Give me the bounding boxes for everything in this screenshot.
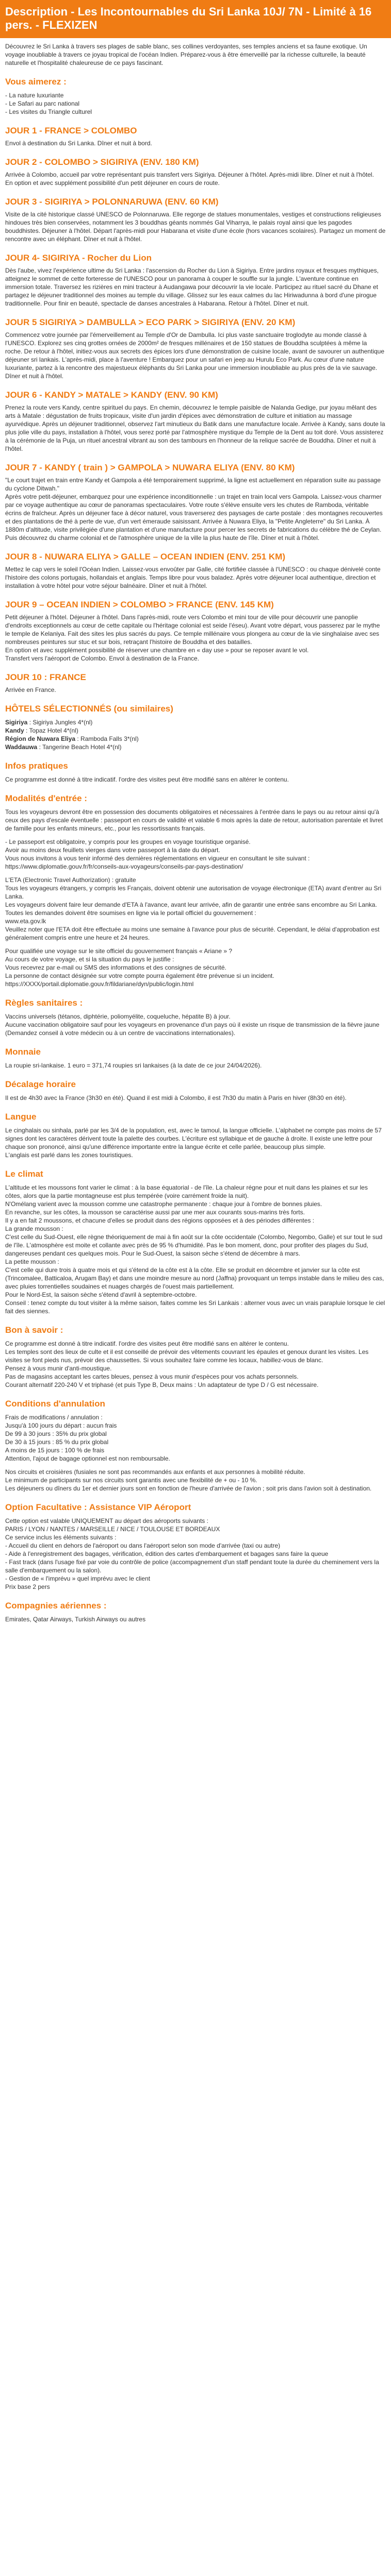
day-text: "Le court trajet en train entre Kandy et Gampola a été temporairement supprimé, la ligne est actuellement en réparation suite au passage du cyclone Ditwah." Après votre petit-déjeuner, embarquez pour une expérience inconditionnelle : un trajet en train local vers Gampola. Laissez-vous charmer par ce voyage authentique au cœur de panoramas spectaculaires. Votre route s'élève ensuite vers les chutes de Ramboda, véritable écrins de fraîcheur. Après un déjeuner face à décor naturel, vous traverserez des paysages de carte postale : des montagnes recouvertes et des plantations de thé à perte de vue, d'un vert émeraude saisissant. Arrivée à Nuwara Eliya, la "Petite Angleterre" du Sri Lanka. À 1880m d'altitude, visite privilégiée d'une plantation et d'une manufacture pour percer les secrets de fabrications du célèbre thé de Ceylan. Puis découvrez du charme colonial et de l'atmosphère unique de la ville la plus haute de l'île. Dîner et nuit à l'hôtel. [5,477,383,541]
hotel-name: : Topaz Hotel 4*(nl) [24,727,78,734]
day-title: JOUR 6 - KANDY > MATALE > KANDY (ENV. 90 KM) [5,390,218,400]
day-title: JOUR 5 SIGIRIYA > DAMBULLA > ECO PARK > SIGIRIYA (ENV. 20 KM) [5,317,296,327]
highlight-item: - Le Safari au parc national [5,100,80,107]
hotel-name: : Tangerine Beach Hotel 4*(nl) [37,743,122,751]
day-text: Arrivée en France. [5,686,56,693]
hotels-title: HÔTELS SÉLECTIONNÉS (ou similaires) [5,704,173,714]
currency-text: La roupie sri-lankaise. 1 euro = 371,74 roupies sri lankaises (à la date de ce jour 24/04/2026). [5,1062,262,1069]
day-title: JOUR 9 – OCEAN INDIEN > COLOMBO > FRANCE (ENV. 145 KM) [5,600,274,609]
entry-title: Modalités d'entrée : [5,793,87,803]
day-title: JOUR 10 : FRANCE [5,672,86,682]
timezone-text: Il est de 4h30 avec la France (3h30 en été). Quand il est midi à Colombo, il est 7h30 du matin à Paris en hiver (8h30 en été). [5,1094,347,1101]
itinerary [5,125,386,694]
hotel-item [5,718,386,726]
day-title: JOUR 1 - FRANCE > COLOMBO [5,126,137,135]
entry-text: - Le passeport est obligatoire, y compris pour les groupes en voyage touristique organisé. Avoir au moins deux feuillets vierges dans votre passeport à la date du départ. Vous nous invitons à vous tenir informé des dernières réglementations en vigueur en consultant le site suivant : https://www.diplomatie.gouv.fr/fr/conseils-aux-voyageurs/conseils-par-pays-destination/ [5,838,310,870]
eta-text: L'ETA (Electronic Travel Authorization) : gratuite Tous les voyageurs étrangers, y compris les Français, doivent obtenir une autorisation de voyage électronique (ETA) avant d'entrer au Sri Lanka. Les voyageurs doivent faire leur demande d'ETA à l'avance, avant leur arrivée, afin de garantir une entrée sans encombre au Sri Lanka. Toutes les demandes doivent être soumises en ligne via le portail officiel du gouvernement : www.eta.gov.lk Veuillez noter que l'ETA doit être effectuée au moins une semaine à l'avance pour plus de sécurité. Cependant, le délai d'approbation est généralement compris entre une heure et 24 heures. [5,876,382,941]
hotel-location: Kandy [5,727,24,734]
practical-text: Ce programme est donné à titre indicatif. l'ordre des visites peut être modifié sans en altérer le contenu. [5,776,289,783]
airlines-text: Emirates, Qatar Airways, Turkish Airways ou autres [5,1616,146,1623]
highlights-list [5,91,386,116]
health-title: Règles sanitaires : [5,998,83,1008]
practical-title: Infos pratiques [5,761,68,771]
day-title: JOUR 2 - COLOMBO > SIGIRIYA (ENV. 180 KM) [5,157,199,167]
hotel-name: : Rambodа Falls 3*(nl) [75,735,139,742]
day-title: JOUR 8 - NUWARA ELIYA > GALLE – OCEAN INDIEN (ENV. 251 KM) [5,552,285,562]
highlights-title: Vous aimerez : [5,77,67,87]
title-bar [0,0,391,38]
climate-text: L'altitude et les moussons font varier le climat : à la base équatorial - de l'île. La chaleur régne pour et nuit dans les plaines et sur les côtes, alors que la partie montagneuse est plus tempérée (voire carrément froide la nuit). N'Omélang varient avec la mousson comme une catastrophe permanente : chaque jour à l'ombre de bonnes pluies. En revanche, sur les côtes, la mousson se caractérise aussi par une mer aux courants sous-marins très forts. Il y a en fait 2 moussons, et chacune d'elles se produit dans des régions opposées et à des périodes différentes : La grande mousson : C'est celle du Sud-Ouest, elle règne théoriquement de mai à fin août sur la côte occidentale (Colombo, Negombo, Galle) et sur tout le sud de l'île. L'atmosphère est moite et collante avec près de 95 % d'humidité. Pas le bon moment, donc, pour profiter des plages du Sud, dangereuses pendant ces quelques mois. Pour le Sud-Ouest, la saison sèche s'étend de décembre à mars. La petite mousson : C'est celle qui dure trois à quatre mois et qui s'étend de la côte est à la côte. Elle se produit en décembre et janvier sur la côte est (Trincomalee, Batticaloa, Arugam Bay) et dans une moindre mesure au nord (Jaffna) provoquant un temps instable dans le milieu des cas, avec pluies torrentielles soudaines et nuages chargés de l'ouest mais partiellement. Pour le Nord-Est, la saison sèche s'étend d'avril à septembre-octobre. Conseil : tenez compte du tout visiter à la même saison, faites comme les Sri Lankais : alterner vous avec un vrais parapluie lorsque le ciel fait des siennes. [5,1184,385,1315]
vip-title: Option Facultative : Assistance VIP Aéroport [5,1502,191,1512]
language-text: Le cinghalais ou sinhala, parlé par les 3/4 de la population, est, avec le tamoul, la langue officielle. L'alphabet ne compte pas moins de 57 signes dont les caractères dérivent toute la palette des courbes. L'écriture est syllabique et de gauche à droite. Il existe une lettre pour chaque son prononcé, ainsi qu'une différence importante entre la langue écrite et celle parlée, beaucoup plus simple. L'anglais est parlé dans les zones touristiques. [5,1127,382,1159]
hotel-name: : Sigiriya Jungles 4*(nl) [27,719,93,726]
cancellation-title: Conditions d'annulation [5,1399,105,1409]
highlight-item: - Les visites du Triangle culturel [5,108,92,115]
hotel-location: Région de Nuwara Eliya [5,735,76,742]
language-title: Langue [5,1112,37,1122]
hotel-item [5,743,386,751]
cancellation-notes: Nos circuits et croisières (fusiales ne sont pas recommandés aux enfants et aux personnes à mobilité réduite. Le minimum de participants sur nos circuits sont garantis avec une flexibilité de + ou - 10 %. Les déjeuners ou dîners du 1er et dernier jours sont en fonction de l'heure d'arrivée de l'avion ; soit pris dans l'avion soit à destination. [5,1468,372,1492]
highlight-item: - La nature luxuriante [5,92,64,99]
travel-tips-title: Bon à savoir : [5,1325,63,1335]
intro-paragraph: Découvrez le Sri Lanka à travers ses plages de sable blanc, ses collines verdoyantes, ses temples anciens et sa faune exotique. Un voyage inoubliable à travers ce joyau tropical de l'océan Indien. Préparez-vous à être émerveillé par la richesse culturelle, la beauté naturelle et l'hospitalité chaleureuse de ce pays fascinant. [5,43,367,66]
description-content [0,38,391,1623]
travel-tips-text: Ce programme est donné à titre indicatif. l'ordre des visites peut être modifié sans en altérer le contenu. Les temples sont des lieux de culte et il est conseillé de prévoir des vêtements couvrant les épaules et genoux durant les visites. Les visites se font pieds nus, prévoir des chaussettes. Si vous souhaitez faire comme les locaux, habillez-vous de blanc. Pensez à vous munir d'anti-moustique. Pas de magasins acceptant les cartes bleues, pensez à vous munir d'espèces pour vos achats personnels. Courant alternatif 220-240 V et triphasé (et puis Type B, Deux mains : Un adaptateur de type D / G est nécessaire. [5,1340,369,1388]
hotels-list [5,718,386,751]
climate-title: Le climat [5,1169,43,1179]
airlines-title: Compagnies aériennes : [5,1601,107,1611]
day-title: JOUR 7 - KANDY ( train ) > GAMPOLA > NUWARA ELIYA (ENV. 80 KM) [5,463,295,472]
day-text: Commencez votre journée par l'émerveillement au Temple d'Or de Dambulla. Ici plus vaste sanctuaire troglodyte au monde classé à l'UNESCO. Explorez ses cinq grottes ornées de 2000m² de fresques millénaires et de 150 statues de Bouddha sculptées à même la roche. De retour à l'hôtel, initiez-vous aux secrets des épices lors d'une démonstration de cuisine locale, avant de savourer un authentique déjeuner sri lankais. L'après-midi, place à l'aventure ! Embarquez pour un safari en jeep au Hurulu Eco Park. Au cœur d'une nature luxuriante, partez à la rencontre des majestueux éléphants du Sri Lanka pour une immersion inoubliable au plus près de la vie sauvage. Dîner et nuit à l'hôtel. [5,331,385,380]
day-text: Mettez le cap vers le soleil l'Océan Indien. Laissez-vous envoûter par Galle, cité fortifiée classée à l'UNESCO : ou chaque dénivelé conte l'histoire des colons portugais, hollandais et anglais. Temps libre pour vous baladez. Après votre déjeuner local authentique, direction et installation à votre hôtel pour votre séjour balnéaire. Dîner et nuit à l'hôtel. [5,566,381,589]
hotel-location: Sigiriya [5,719,28,726]
day-title: JOUR 3 - SIGIRIYA > POLONNARUWA (ENV. 60 KM) [5,197,219,207]
vip-text: Cette option est valable UNIQUEMENT au départ des aéroports suivants : PARIS / LYON / NANTES / MARSEILLE / NICE / TOULOUSE ET BORDEAUX Ce service inclus les éléments suivants : - Accueil du client en dehors de l'aéroport ou dans l'aéroport selon son mode d'arrivée (taxi ou autre) - Aide à l'enregistrement des bagages, vérification, édition des cartes d'embarquement et bagages sans faire la queue - Fast track (dans l'usage fixé par voie du contrôle de police (accompagnement d'un staff pendant toute la durée du cheminement vers la salle d'embarquement ou la salon). - Gestion de « l'imprévu » quel imprévu avec le client Prix base 2 pers [5,1517,379,1590]
day-text: Dès l'aube, vivez l'expérience ultime du Sri Lanka : l'ascension du Rocher du Lion à Sigiriya. Entre jardins royaux et fresques mythiques, atteignez le sommet de cette forteresse de l'UNESCO pour un panorama à couper le souffle sur la jungle. L'aventure continue en immersion totale. Traversez les rizières en mini tracteur à Audangawa pour découvrir la vie locale. Participez au rituel sacré du Dhane et partagez le déjeuner traditionnel des moines au temple du village. Glissez sur les eaux calmes du lac Hiriwadunna à bord d'une pirogue traditionnelle. Pour finir en beauté, spectacle de danses ancestrales à Habarana. Retour à l'hôtel. Dîner et nuit. [5,267,379,307]
day-title: JOUR 4- SIGIRIYA - Rocher du Lion [5,253,152,263]
cancellation-text: Frais de modifications / annulation : Jusqu'à 100 jours du départ : aucun frais De 99 à 30 jours : 35% du prix global De 30 à 15 jours : 85 % du prix global A moins de 15 jours : 100 % de frais Attention, l'ajout de bagage optionnel est non remboursable. [5,1414,170,1462]
hotel-item [5,726,386,735]
day-text: Envol à destination du Sri Lanka. Dîner et nuit à bord. [5,140,152,147]
day-text: Prenez la route vers Kandy, centre spirituel du pays. En chemin, découvrez le temple paisible de Nalanda Gedige, pur joyau mêlant des arts à Matale : dégustation de fruits tropicaux, visite d'un jardin d'épices avec démonstration de culture et initiation au massage ayurvédique. Après un déjeuner traditionnel, observez l'art minutieux du Batik dans une manufacture locale. Arrivée à Kandy, sans doute la plus jolie ville du pays, installation à l'hôtel, vous serez porté par l'atmosphère mystique du Temple de la Dent au toit doré. Vous assisterez à la cérémonie de la Puja, un rituel ancestral vibrant au son des tambours en l'honneur de la relique sacrée de Bouddha. Dîner et nuit à l'hôtel. [5,404,385,452]
entry-text: Tous les voyageurs devront être en possession des documents obligatoires et nécessaires à l'entrée dans le pays ou au retour ainsi qu'à ceux des pays d'escale éventuelle : passeport en cours de validité et valable 6 mois après la date de retour, autorisation parentale et livret de famille pour les enfants mineurs, etc., pour les ressortissants français. [5,808,383,832]
timezone-title: Décalage horaire [5,1079,76,1089]
hotel-item [5,735,386,743]
day-text: Arrivée à Colombo, accueil par votre représentant puis transfert vers Sigiriya. Déjeuner à l'hôtel. Après-midi libre. Dîner et nuit à l'hôtel. En option et avec supplément possibilité d'un petit déjeuner en cours de route. [5,171,374,187]
currency-title: Monnaie [5,1047,41,1057]
health-text: Vaccins universels (tétanos, diphtérie, poliomyélite, coqueluche, hépatite B) à jour. Aucune vaccination obligatoire sauf pour les voyageurs en provenance d'un pays où il existe un risque de transmission de la fièvre jaune (Demandez conseil à votre médecin ou à un centre de vaccinations internationales). [5,1013,380,1037]
page-title: Description - Les Incontournables du Sri Lanka 10J/ 7N - Limité à 16 pers. - FLEXIZEN [5,5,372,31]
hotel-location: Waddauwa [5,743,38,751]
day-text: Petit déjeuner à l'hôtel. Déjeuner à l'hôtel. Dans l'après-midi, route vers Colombo et mini tour de ville pour découvrir une panoplie d'endroits exceptionnels au cœur de cette capitale ou l'héritage colonial est seide l'éseu). Avant votre départ, vous passerez par le mythe le temple de Kelaniya. Fait des sites les plus sacrés du pays. Ce temple millénaire vous plongera au cœur de la vie singhalaise avec ses nombreuses peintures sur stuc et sur bois, retraçant l'histoire de Bouddha et des batailles. En option et avec supplément possibilité de réserver une chambre en « day use » pour se reposer avant le vol. Transfert vers l'aéroport de Colombo. Envol à destination de la France. [5,614,380,662]
day-text: Visite de la cité historique classé UNESCO de Polonnaruwa. Elle regorge de statues monumentales, vestiges et constructions religieuses hindoues très bien conservées, notamment les 3 bouddhas géants nommés Gal Viharrya, le palais royal ainsi que les pagodes bouddhistes. Déjeuner à l'hôtel. Départ l'après-midi pour Habarana et visite d'une école (hors vacances scolaires). Partagez un moment de rencontre avec un éléphant. Dîner et nuit à l'hôtel. [5,211,386,243]
ariane-text: Pour qualifiée une voyage sur le site officiel du gouvernement français « Ariane » ? Au cours de votre voyage, et si la situation du pays le justifie : Vous recevrez par e-mail ou SMS des informations et des consignes de sécurité. La personne de contact désignée sur votre compte pourra également être prévenue si un incident. https://XXXX/portail.diplomatie.gouv.fr/fildariane/dyn/public/login.html [5,947,274,988]
